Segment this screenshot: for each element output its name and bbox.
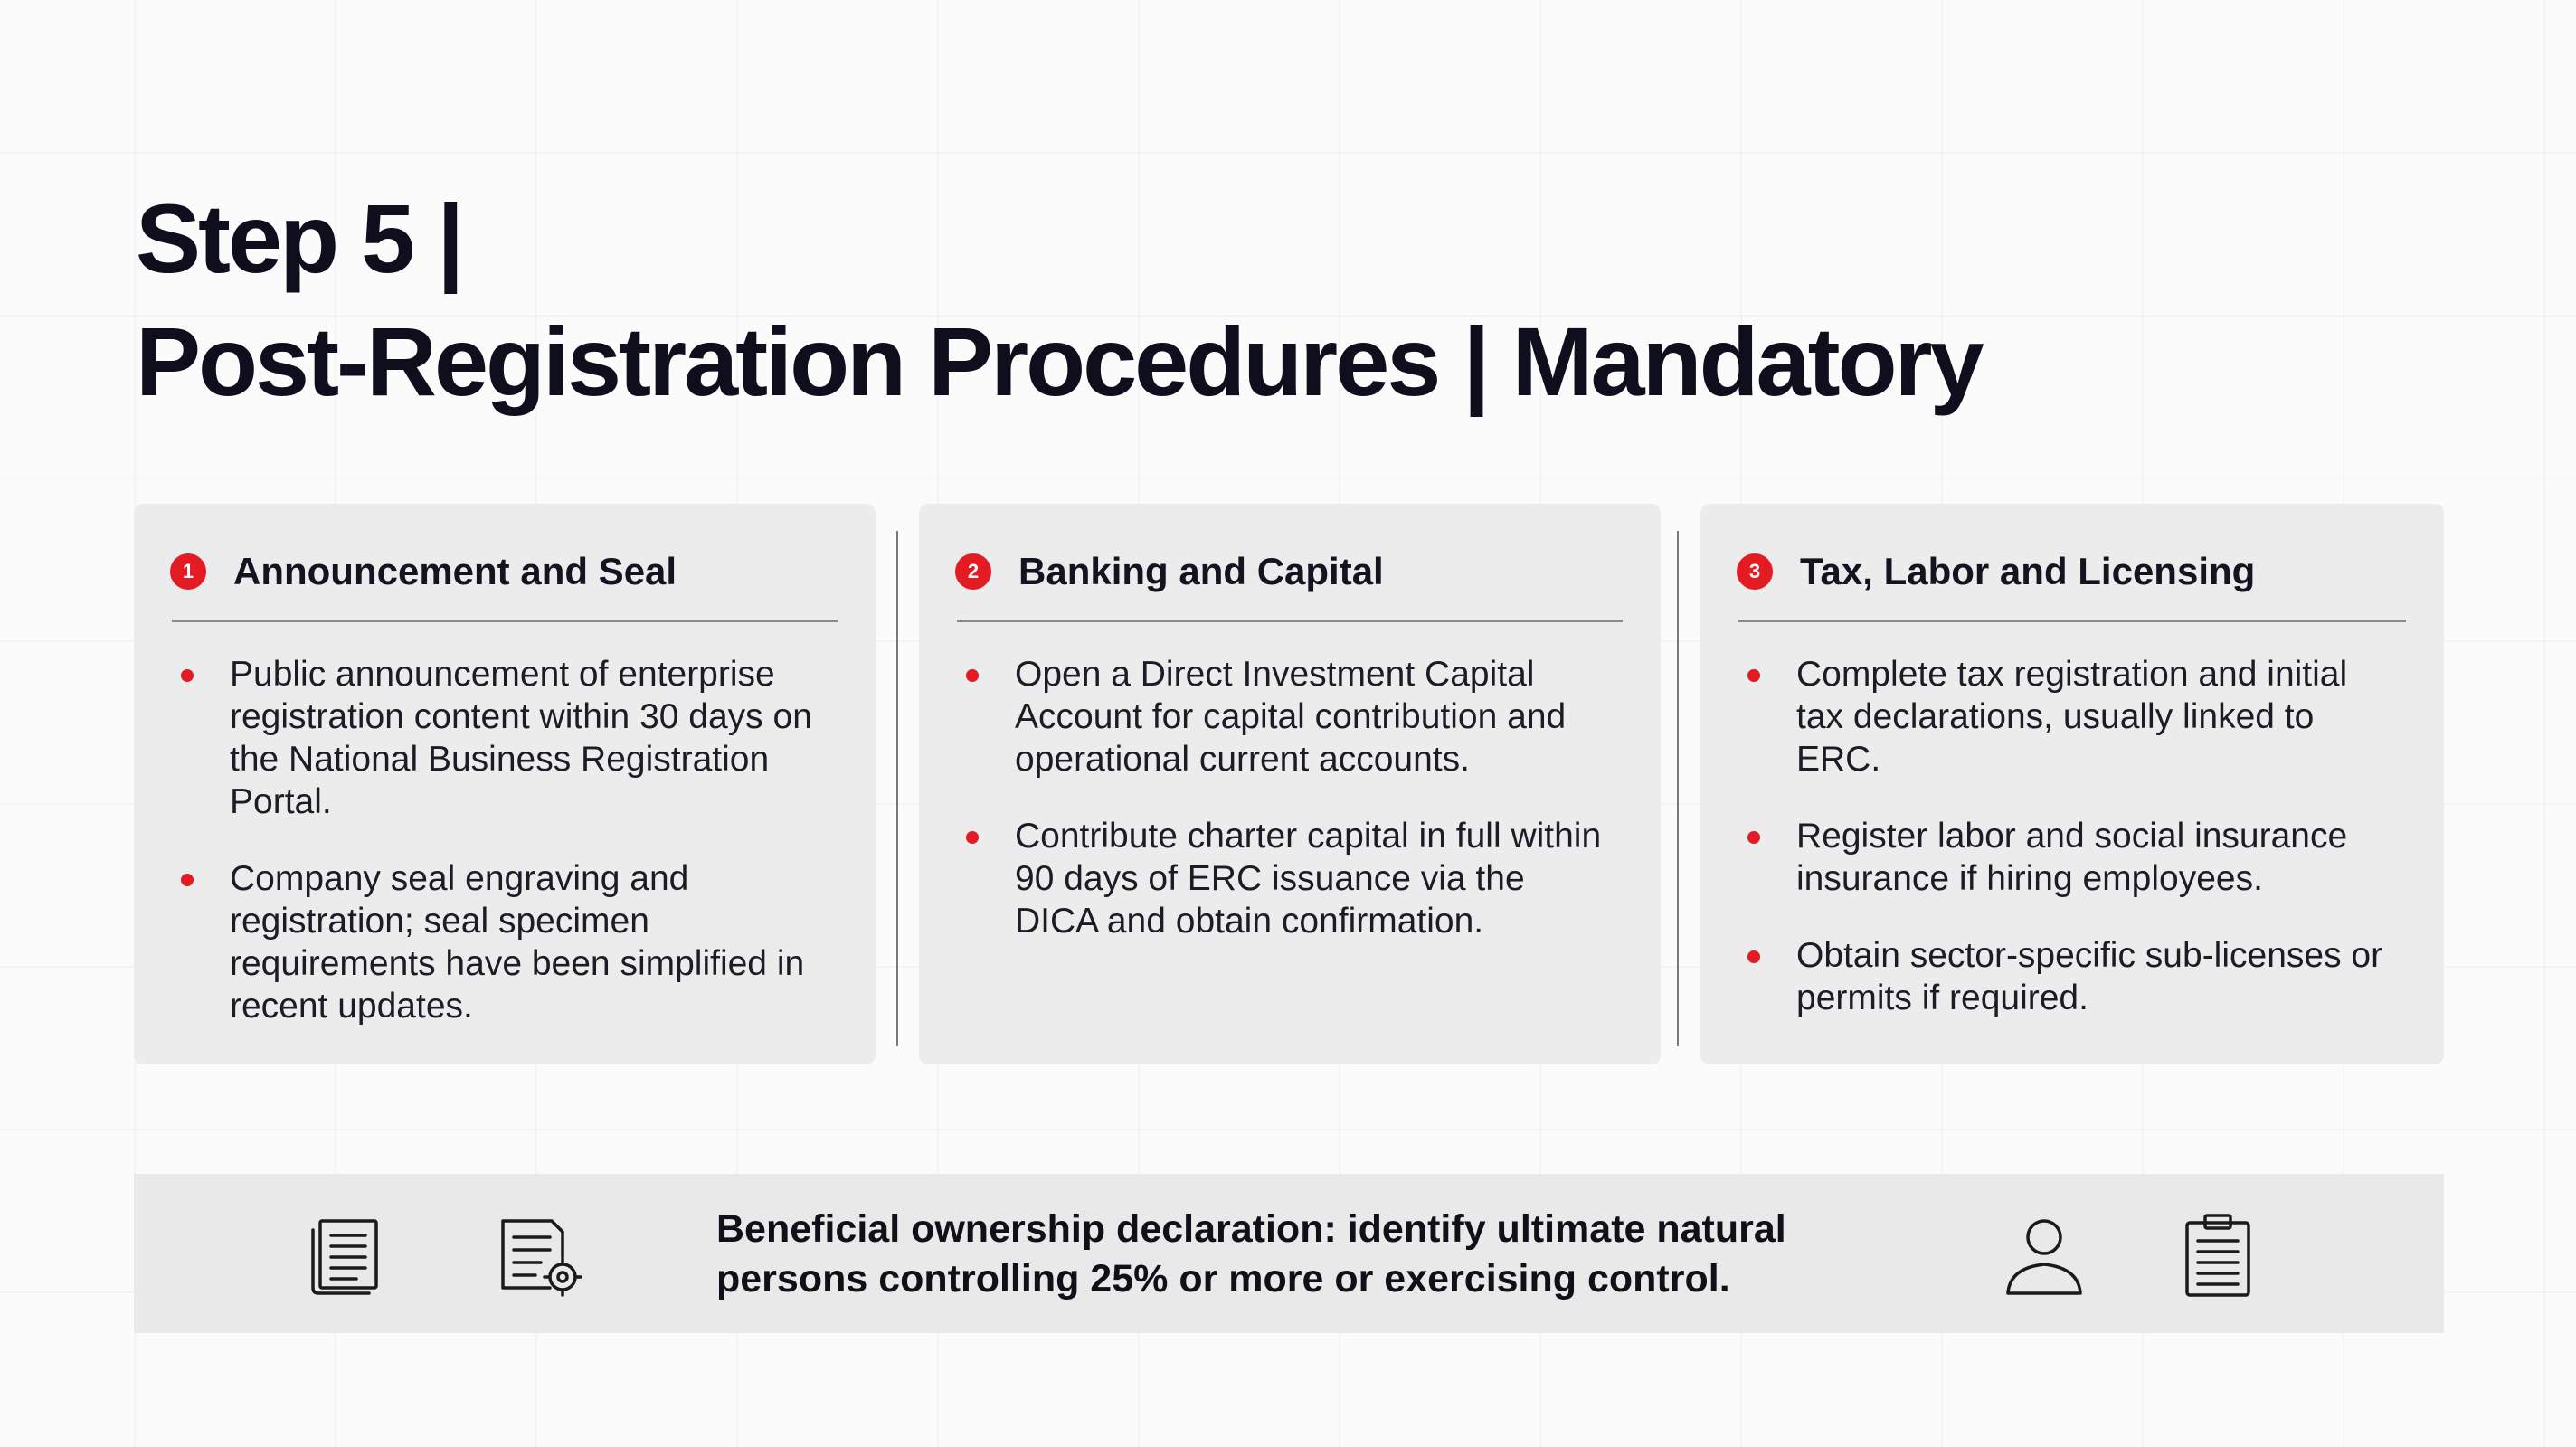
bullet-list	[172, 653, 823, 1062]
bullet-item: Public announcement of enterprise registration content within 30 days on the National Business Registration Portal.	[172, 653, 823, 823]
bullet-item: Register labor and social insurance insurance if hiring employees.	[1738, 815, 2390, 900]
bullet-item: Contribute charter capital in full within 90 days of ERC issuance via the DICA and obtain confirmation.	[957, 815, 1608, 942]
card-tax-labor-and-licensing	[1700, 504, 2444, 1064]
card-header	[1737, 544, 2255, 600]
bullet-list	[957, 653, 1608, 977]
step-number-badge: 3	[1737, 553, 1773, 590]
card-announcement-and-seal	[134, 504, 876, 1064]
card-title: Tax, Labor and Licensing	[1800, 550, 2256, 592]
step-number-badge: 1	[170, 553, 206, 590]
card-divider	[172, 620, 838, 622]
step-number-badge: 2	[955, 553, 991, 590]
bullet-list	[1738, 653, 2390, 1054]
column-divider	[1677, 531, 1679, 1046]
document-icon	[306, 1212, 393, 1299]
bullet-item: Complete tax registration and initial tax declarations, usually linked to ERC.	[1738, 653, 2390, 780]
page-title: Post-Registration Procedures | Mandatory	[136, 307, 1982, 416]
bullet-item: Open a Direct Investment Capital Account for capital contribution and operational current accounts.	[957, 653, 1608, 780]
bullet-item: Company seal engraving and registration; seal specimen requirements have been simplified in recent updates.	[172, 857, 823, 1027]
title-block	[136, 177, 2397, 423]
beneficial-ownership-banner	[134, 1174, 2444, 1333]
card-title: Announcement and Seal	[233, 550, 677, 592]
card-divider	[957, 620, 1623, 622]
card-header	[955, 544, 1384, 600]
card-header	[170, 544, 677, 600]
cards-row	[134, 504, 2444, 1064]
step-title: Step 5 |	[136, 184, 462, 293]
person-icon	[2001, 1212, 2088, 1299]
document-settings-icon	[496, 1212, 582, 1299]
card-title: Banking and Capital	[1018, 550, 1384, 592]
card-divider	[1738, 620, 2406, 622]
banner-text: Beneficial ownership declaration: identify ultimate natural persons controlling 25% or more or exercising control.	[716, 1207, 1786, 1300]
column-divider	[896, 531, 898, 1046]
clipboard-icon	[2174, 1212, 2261, 1299]
bullet-item: Obtain sector-specific sub-licenses or permits if required.	[1738, 934, 2390, 1019]
card-banking-and-capital	[919, 504, 1661, 1064]
